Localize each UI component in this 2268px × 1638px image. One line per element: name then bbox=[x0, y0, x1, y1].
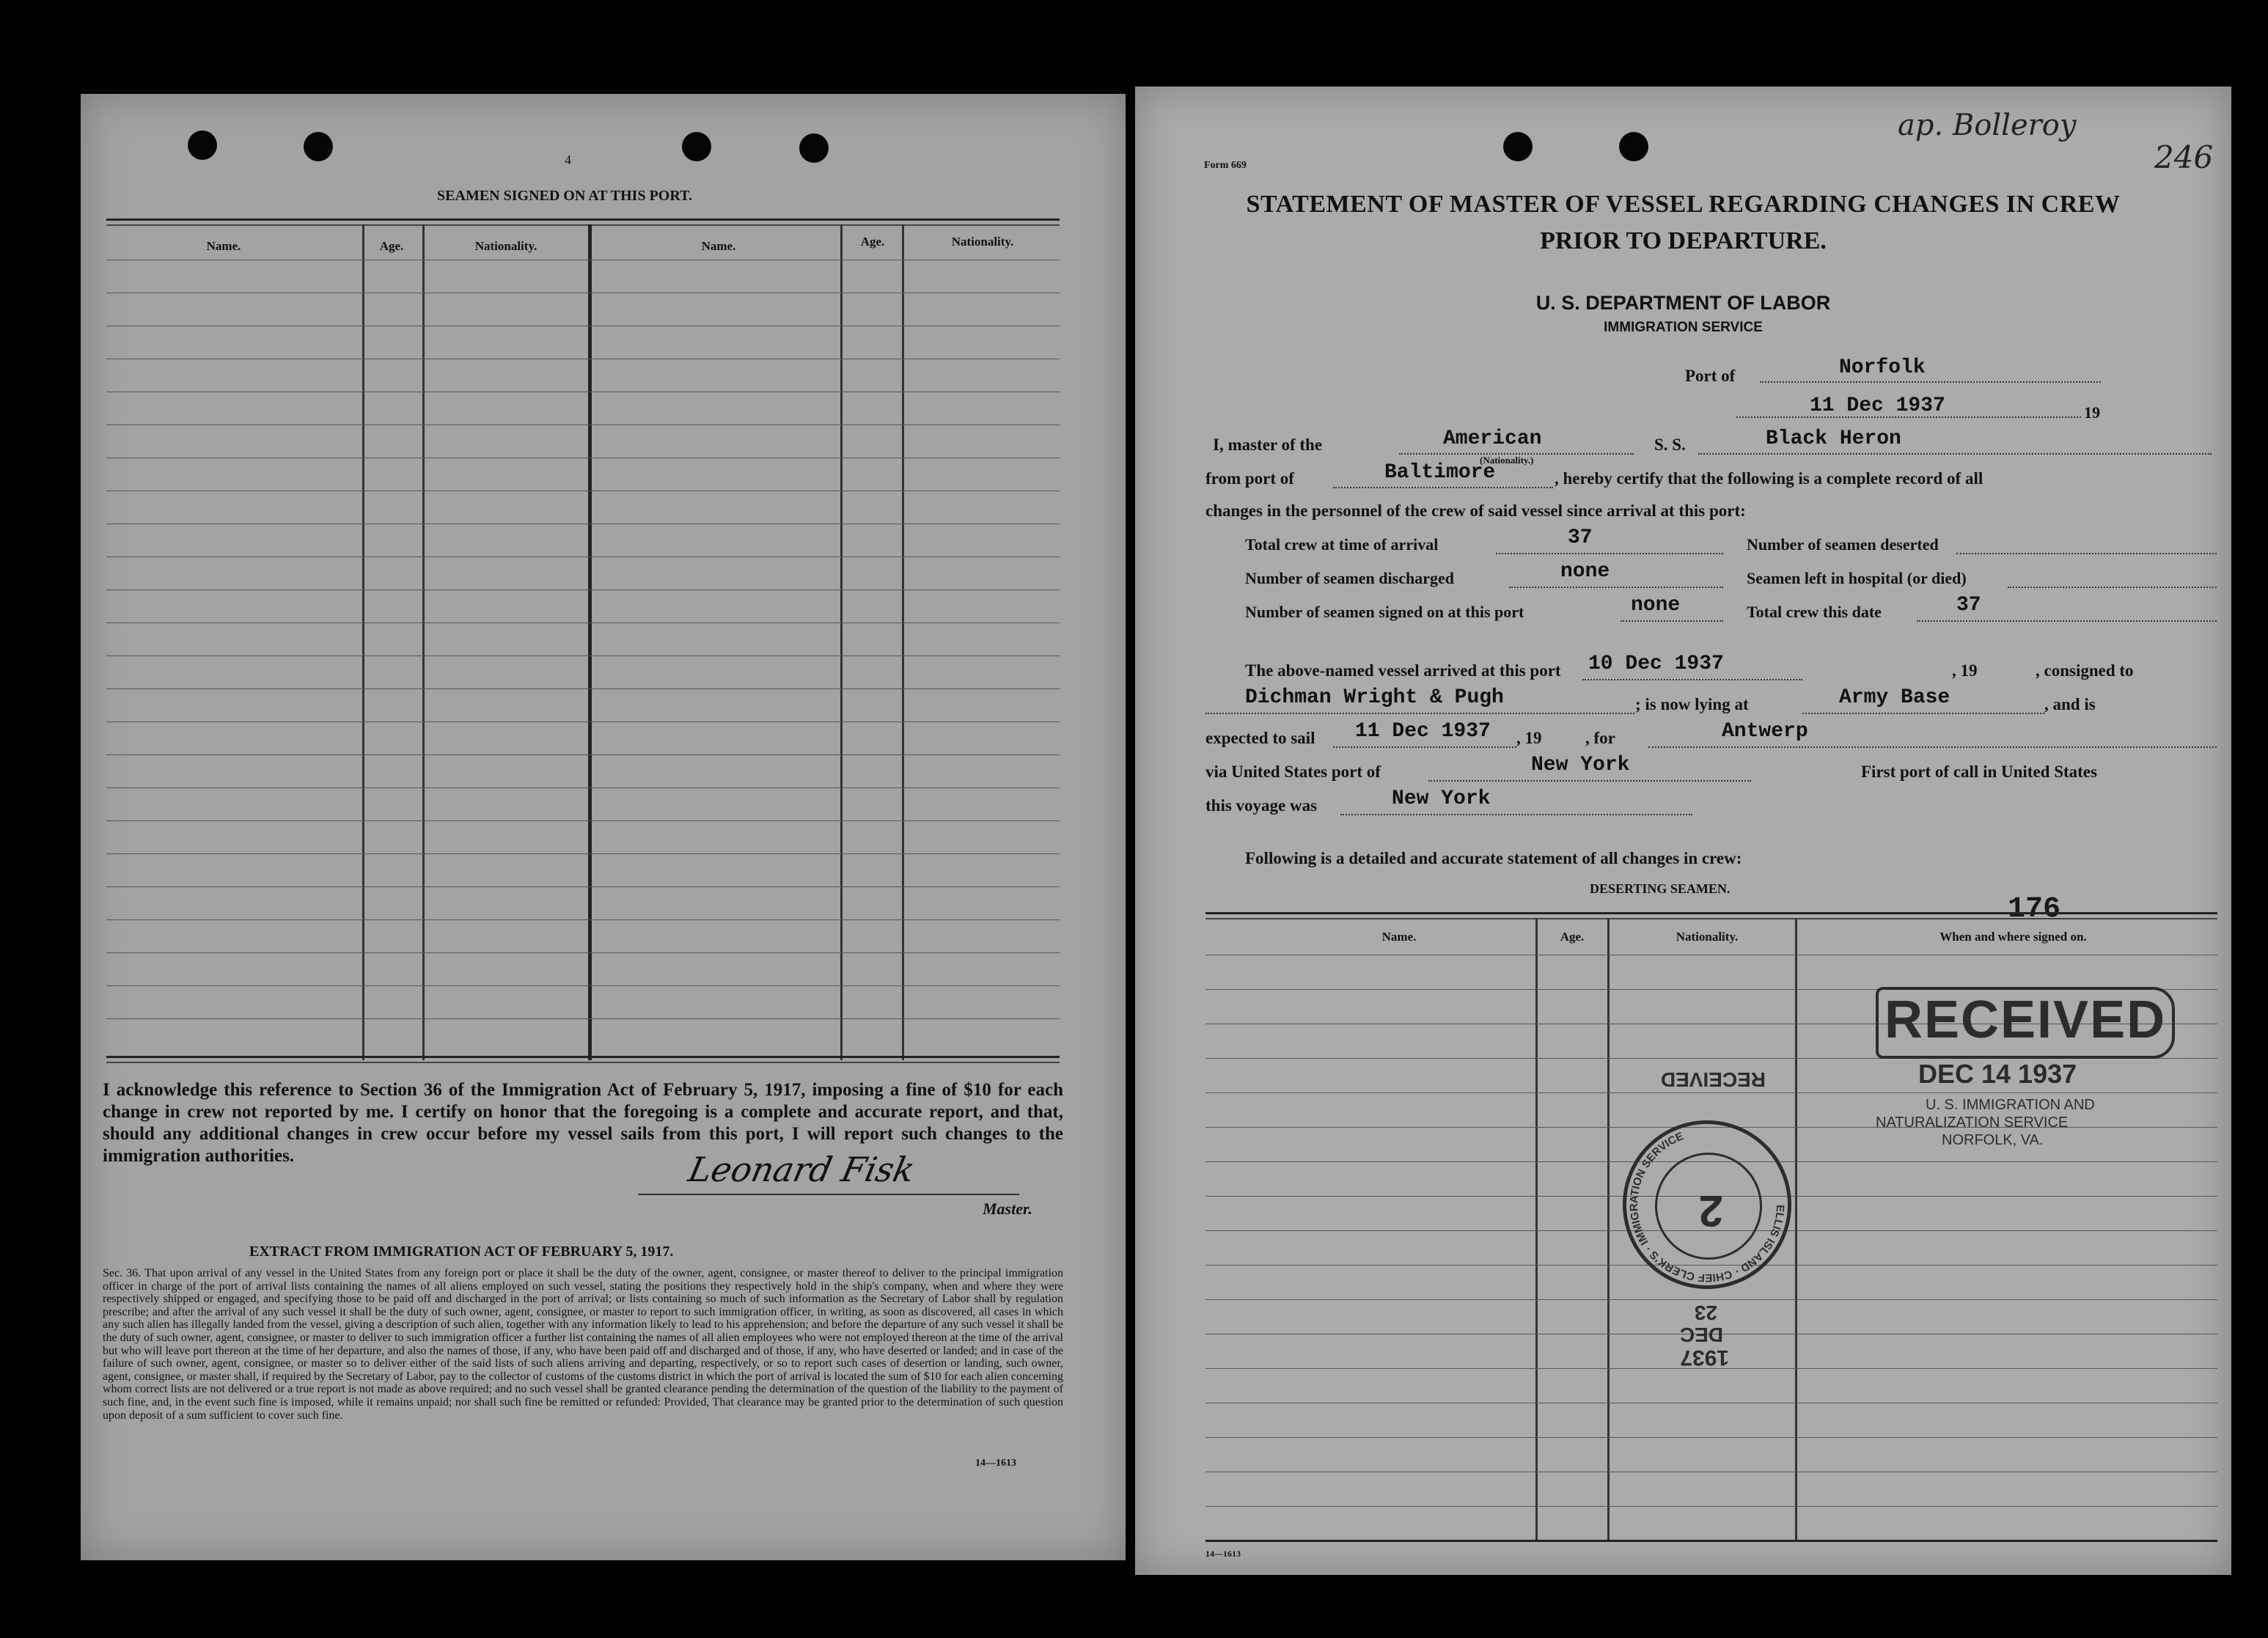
port-line bbox=[1760, 381, 2101, 383]
deserting-table-top bbox=[1205, 918, 2217, 919]
via-label: via United States port of bbox=[1205, 763, 1381, 781]
column-header-age: Age. bbox=[1560, 930, 1585, 944]
deserted-line bbox=[1956, 553, 2217, 554]
discharged-value: none bbox=[1560, 560, 1610, 583]
signed-on-value: none bbox=[1631, 594, 1681, 617]
table-row-rule bbox=[106, 787, 1060, 788]
table-row-rule bbox=[106, 853, 1060, 854]
lying-label: ; is now lying at bbox=[1635, 695, 1749, 713]
master-signature: Leonard Fisk bbox=[685, 1150, 919, 1189]
punch-hole bbox=[799, 133, 829, 163]
form-title: STATEMENT OF MASTER OF VESSEL REGARDING CHANGES IN CREW bbox=[1246, 191, 2121, 218]
deserted-label: Number of seamen deserted bbox=[1747, 535, 1939, 554]
total-crew-arrival-line bbox=[1496, 553, 1723, 554]
section-36-text: Sec. 36. That upon arrival of any vessel in the United States from any foreign port or place it shall be the duty of the owner, agent, consignee, or master thereof to deliver to the principal immigration officer in charge of the port of arrival lists containing the names of all aliens employed on such vessel, stating the positions they respectively hold in the ship's company, when and where they were respectively shipped or engaged, and specifying those to be paid off and discharged in the port of arrival; or lists containing so much of such information as the Secretary of Labor shall by regulation prescribe; and after the arrival of any such vessel it shall be the duty of such owner, agent, consignee, or master to report to such immigration officer, in writing, as soon as discovered, all cases in which any such alien has illegally landed from the vessel, giving a description of such alien, together with any information likely to lead to his apprehension; and before the departure of any such vessel it shall be the duty of such owner, agent, consignee, or master to deliver to such immigration officer a further list containing the names of all alien employees who were not employed thereon at the time of the arrival but who will leave port thereon at the time of her departure, and also the names of those, if any, who have been paid off and discharged and of those, if any, who have deserted or landed; and in case of the failure of such owner, agent, consignee, or master so to deliver either of the said lists of such aliens arriving and departing, respectively, or so to report such cases of desertion or landing, such owner, agent, consignee, or master shall, if required by the Secretary of Labor, pay to the collector of customs of the customs district in which the port of arrival is located the sum of $10 for each alien concerning whom correct lists are not delivered or a true report is not made as above required; and no such vessel shall be granted clearance pending the determination of the question of the liability to the payment of such fine, and, in the event such fine is imposed, while it remains unpaid; nor shall such fine be remitted or refunded: Provided, That clearance may be granted prior to the determination of such question upon deposit of a sum sufficient to cover such fine. bbox=[103, 1267, 1063, 1422]
table-row-rule bbox=[106, 886, 1060, 887]
received-stamp-agency-line1: U. S. IMMIGRATION AND bbox=[1926, 1097, 2095, 1113]
discharged-line bbox=[1509, 587, 1723, 588]
certify-text: , hereby certify that the following is a complete record of all bbox=[1555, 469, 1983, 488]
punch-hole bbox=[1503, 132, 1533, 161]
voyage-value: New York bbox=[1392, 787, 1491, 810]
column-header-nationality: Nationality. bbox=[474, 239, 537, 253]
via-line bbox=[1428, 780, 1751, 782]
destination-value: Antwerp bbox=[1722, 720, 1808, 743]
expected-year: , 19 bbox=[1516, 729, 1542, 747]
first-port-label: First port of call in United States bbox=[1861, 763, 2097, 781]
lying-value: Army Base bbox=[1839, 686, 1950, 709]
port-label: Port of bbox=[1685, 367, 1736, 385]
expected-value: 11 Dec 1937 bbox=[1355, 720, 1491, 743]
column-divider bbox=[588, 224, 592, 1060]
signed-on-line bbox=[1621, 620, 1723, 622]
table-row-rule bbox=[106, 754, 1060, 755]
port-value: Norfolk bbox=[1839, 356, 1926, 379]
column-header-age: Age. bbox=[379, 239, 404, 253]
column-header-name: Name. bbox=[1381, 930, 1417, 944]
following-text: Following is a detailed and accurate statement of all changes in crew: bbox=[1245, 849, 1742, 867]
footer-code: 14—1613 bbox=[975, 1458, 1016, 1469]
table-top-rule bbox=[106, 218, 1060, 221]
arrived-label: The above-named vessel arrived at this port bbox=[1245, 661, 1561, 680]
received-stamp-agency-line2: NATURALIZATION SERVICE bbox=[1876, 1114, 2069, 1131]
section-title: SEAMEN SIGNED ON AT THIS PORT. bbox=[437, 188, 692, 204]
from-port-line bbox=[1333, 487, 1553, 488]
vessel-line bbox=[1698, 453, 2212, 455]
punch-hole bbox=[304, 132, 333, 161]
ellis-island-stamp bbox=[1582, 1062, 1810, 1370]
punch-hole bbox=[682, 132, 711, 161]
master-label: Master. bbox=[983, 1200, 1032, 1218]
discharged-label: Number of seamen discharged bbox=[1245, 569, 1454, 587]
ss-label: S. S. bbox=[1654, 436, 1686, 454]
column-header-nationality: Nationality. bbox=[951, 235, 1014, 249]
expected-label: expected to sail bbox=[1205, 729, 1315, 747]
column-divider bbox=[840, 224, 843, 1060]
page-number: 246 bbox=[2154, 139, 2214, 175]
table-row-rule bbox=[1205, 1437, 2217, 1438]
date-year-suffix: 19 bbox=[2084, 403, 2100, 422]
table-top-rule bbox=[106, 224, 1060, 226]
table-row-rule bbox=[106, 1018, 1060, 1019]
column-header-name: Name. bbox=[701, 239, 736, 253]
form-title-line2: PRIOR TO DEPARTURE. bbox=[1540, 227, 1827, 254]
received-stamp-date: DEC 14 1937 bbox=[1918, 1059, 2077, 1089]
consignee-value: Dichman Wright & Pugh bbox=[1245, 686, 1504, 709]
deserting-table-bottom bbox=[1205, 1540, 2217, 1542]
table-row-rule bbox=[106, 919, 1060, 920]
arrived-value: 10 Dec 1937 bbox=[1588, 653, 1724, 675]
total-crew-arrival-label: Total crew at time of arrival bbox=[1245, 535, 1439, 554]
date-value: 11 Dec 1937 bbox=[1810, 394, 1945, 417]
for-label: , for bbox=[1585, 729, 1615, 747]
column-header-age: Age. bbox=[860, 235, 885, 249]
received-stamp-word: RECEIVED bbox=[1885, 991, 2167, 1049]
from-port-label: from port of bbox=[1205, 469, 1294, 488]
column-divider bbox=[902, 224, 904, 1060]
right-page bbox=[1135, 87, 2231, 1575]
deserting-table-top bbox=[1205, 912, 2217, 914]
consigned-label: , consigned to bbox=[2036, 661, 2134, 680]
lying-line bbox=[1802, 713, 2044, 714]
total-crew-date-line bbox=[1917, 620, 2217, 622]
left-page bbox=[81, 94, 1126, 1560]
table-row-rule bbox=[106, 622, 1060, 623]
table-row-rule bbox=[1205, 1506, 2217, 1507]
column-header-name: Name. bbox=[206, 239, 241, 253]
consignee-line bbox=[1205, 713, 1634, 714]
hospital-line bbox=[2008, 587, 2217, 588]
destination-line bbox=[1648, 746, 2217, 748]
table-row-rule bbox=[106, 721, 1060, 722]
table-row-rule bbox=[106, 985, 1060, 986]
expected-line bbox=[1333, 746, 1516, 748]
extract-title: EXTRACT FROM IMMIGRATION ACT OF FEBRUARY 5, 1917. bbox=[249, 1244, 674, 1260]
punch-hole bbox=[1619, 132, 1648, 161]
page-mark: 4 bbox=[565, 153, 571, 167]
ellis-stamp-date-line3: 23 bbox=[1694, 1301, 1717, 1324]
ellis-stamp-received: RECEIVED bbox=[1660, 1068, 1766, 1091]
table-bottom-rule bbox=[106, 1056, 1060, 1058]
total-crew-date-label: Total crew this date bbox=[1747, 603, 1882, 621]
acknowledgment-text: I acknowledge this reference to Section 36 of the Immigration Act of February 5, 1917, imposing a fine of $10 for each change in crew not reported by me. I certify on honor that the foregoing is a complete and accurate report, and that, should any additional changes in crew occur before my vessel sails from this port, I will report such changes to the immigration authorities. bbox=[103, 1080, 1063, 1166]
column-header-nationality: Nationality. bbox=[1676, 930, 1739, 944]
and-is-label: , and is bbox=[2044, 695, 2096, 713]
column-divider bbox=[422, 224, 425, 1060]
ellis-stamp-date-line2: DEC bbox=[1679, 1323, 1723, 1346]
punch-hole bbox=[188, 131, 217, 160]
ellis-stamp-center: 2 bbox=[1698, 1186, 1723, 1235]
column-header-signed-on: When and where signed on. bbox=[1939, 930, 2087, 944]
nationality-caption: (Nationality.) bbox=[1480, 455, 1534, 466]
footer-code: 14—1613 bbox=[1205, 1549, 1241, 1559]
received-stamp-city: NORFOLK, VA. bbox=[1942, 1132, 2044, 1148]
ellis-stamp-ring-textpath: ELLIS ISLAND · CHIEF CLERK'S · IMMIGRATION SERVICE bbox=[1627, 1130, 1787, 1285]
total-crew-date-value: 37 bbox=[1956, 594, 1981, 617]
arrived-line bbox=[1582, 679, 1802, 680]
table-row-rule bbox=[106, 952, 1060, 953]
vessel-name: Black Heron bbox=[1766, 427, 1901, 450]
arrived-year: , 19 bbox=[1952, 661, 1978, 680]
form-number: Form 669 bbox=[1204, 160, 1247, 171]
ellis-stamp-date-line1: 1937 bbox=[1680, 1345, 1729, 1370]
table-row-rule bbox=[106, 688, 1060, 689]
via-value: New York bbox=[1531, 754, 1630, 776]
total-crew-arrival-value: 37 bbox=[1568, 526, 1593, 549]
department-name: U. S. DEPARTMENT OF LABOR bbox=[1535, 292, 1831, 314]
column-divider bbox=[1535, 918, 1538, 1541]
master-of-label: I, master of the bbox=[1213, 436, 1323, 454]
signed-on-label: Number of seamen signed on at this port bbox=[1245, 603, 1524, 621]
handwritten-number: 176 bbox=[2008, 893, 2061, 926]
table-bottom-rule bbox=[106, 1062, 1060, 1063]
voyage-line bbox=[1340, 814, 1692, 815]
table-row-rule bbox=[106, 655, 1060, 656]
handwritten-annotation: ap. Bolleroy bbox=[1898, 109, 2077, 142]
deserting-title: DESERTING SEAMEN. bbox=[1590, 881, 1731, 896]
signature-line bbox=[638, 1194, 1019, 1195]
service-name: IMMIGRATION SERVICE bbox=[1604, 320, 1763, 335]
table-row-rule bbox=[106, 820, 1060, 821]
date-line bbox=[1736, 416, 2081, 418]
changes-text: changes in the personnel of the crew of said vessel since arrival at this port: bbox=[1205, 502, 1746, 520]
column-divider bbox=[362, 224, 364, 1060]
hospital-label: Seamen left in hospital (or died) bbox=[1747, 569, 1967, 587]
voyage-label: this voyage was bbox=[1205, 796, 1318, 815]
from-port-value: Baltimore bbox=[1384, 461, 1496, 484]
nationality-value: American bbox=[1443, 427, 1542, 450]
